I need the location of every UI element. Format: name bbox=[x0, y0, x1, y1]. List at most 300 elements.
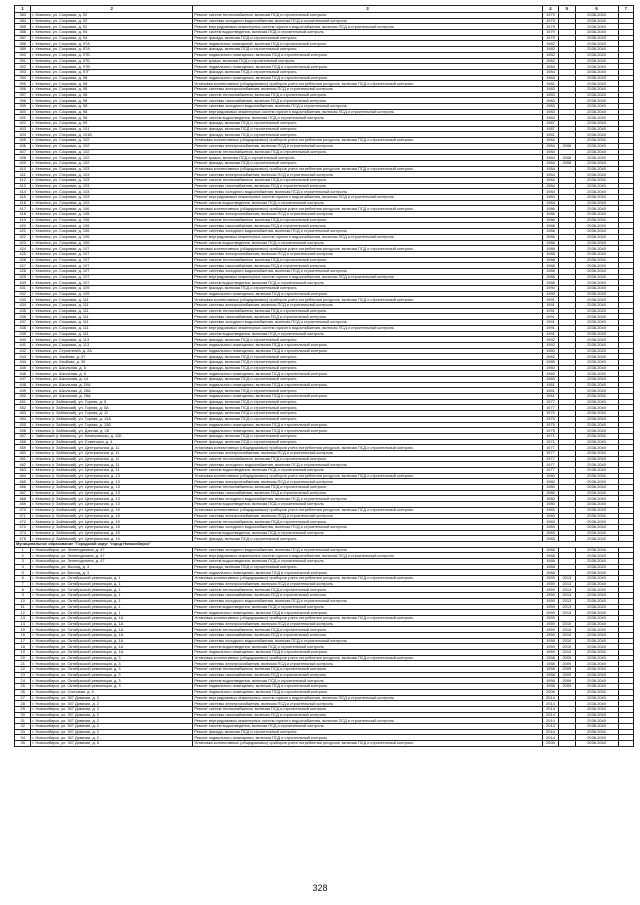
row-number: 1 bbox=[15, 547, 31, 553]
work-type-cell: Ремонт фасада, включая ПСД и строительный контроль bbox=[193, 126, 542, 132]
planned-period-cell: 2038-2040 bbox=[575, 30, 618, 36]
row-number: 388 bbox=[15, 41, 31, 47]
work-type-cell: Ремонт систем теплоснабжения, включая ПСД и строительный контроль bbox=[193, 456, 542, 462]
address-cell: г. Новосибирск, ул. Октябрьской революции, д. 1 bbox=[31, 581, 193, 587]
column-header-4: 4 bbox=[542, 6, 558, 13]
row-number: 424 bbox=[15, 246, 31, 252]
address-cell: г. Кеминск, ул. Сокровая, д. 103 bbox=[31, 195, 193, 201]
planned-period-cell: 2038-2040 bbox=[575, 212, 618, 218]
work-type-cell: Ремонт фасада, включая ПСД и строительный контроль bbox=[193, 359, 542, 365]
work-type-cell: Ремонт системы электроснабжения, включая ПСД и строительный контроль bbox=[193, 86, 542, 92]
build-year-cell: 1981 bbox=[542, 81, 558, 87]
build-year-cell: 1968 bbox=[542, 553, 558, 559]
planned-period-cell: 2038-2040 bbox=[575, 121, 618, 127]
build-year-cell: 1980 bbox=[542, 479, 558, 485]
planned-period-cell: 2038-2040 bbox=[575, 217, 618, 223]
work-type-cell: Ремонт системы холодного водоснабжения, включая ПСД и строительный контроль bbox=[193, 598, 542, 604]
row-number: 471 bbox=[15, 513, 31, 519]
work-type-cell: Ремонт системы холодного водоснабжения, включая ПСД и строительный контроль bbox=[193, 496, 542, 502]
address-cell: г. Кеминск, ул. Сокровая, д. 98 bbox=[31, 86, 193, 92]
work-type-cell: Ремонт системы газоснабжения, включая ПСД и строительный контроль bbox=[193, 314, 542, 320]
reconstruction-year-cell: 2013 bbox=[559, 593, 575, 599]
work-type-cell: Ремонт внутридомовых инженерных систем горячего водоснабжения, включая ПСД и строительный контроль bbox=[193, 24, 542, 30]
section-title: Муниципальное образование "Городской округ "город Новосибирск" bbox=[15, 541, 634, 547]
address-cell: г. Кеминск, ул. Сокровая, д. 103 bbox=[31, 200, 193, 206]
planned-period-cell: 2038-2040 bbox=[575, 388, 618, 394]
address-cell: г. Новосибирск, ул. Зеленодолина, д. 47 bbox=[31, 559, 193, 565]
build-year-cell: 1983 bbox=[542, 507, 558, 513]
page-number: 328 bbox=[312, 883, 328, 893]
build-year-cell: 1979 bbox=[542, 35, 558, 41]
address-cell: г. Новосибирск, ул. Октябрьской революции, д. 1А bbox=[31, 621, 193, 627]
planned-period-cell: 2038-2040 bbox=[575, 576, 618, 582]
work-type-cell: Установка коллективных (общедомовых) приборов учета потребления ресурсов, включая ПСД и строительный контроль bbox=[193, 507, 542, 513]
planned-period-cell: 2038-2040 bbox=[575, 64, 618, 70]
planned-period-cell: 2038-2040 bbox=[575, 342, 618, 348]
reconstruction-year-cell: 2009 bbox=[559, 672, 575, 678]
planned-period-cell: 2038-2040 bbox=[575, 75, 618, 81]
planned-period-cell: 2038-2040 bbox=[575, 337, 618, 343]
planned-period-cell: 2038-2040 bbox=[575, 428, 618, 434]
planned-period-cell: 2038-2040 bbox=[575, 200, 618, 206]
planned-period-cell: 2038-2040 bbox=[575, 92, 618, 98]
work-type-cell: Ремонт системы холодного водоснабжения, включая ПСД и строительный контроль bbox=[193, 320, 542, 326]
build-year-cell: 1980 bbox=[542, 348, 558, 354]
planned-period-cell: 2038-2040 bbox=[575, 729, 618, 735]
planned-period-cell: 2038-2040 bbox=[575, 166, 618, 172]
build-year-cell: 1984 bbox=[542, 183, 558, 189]
work-type-cell: Ремонт системы газоснабжения, включая ПСД и строительный контроль bbox=[193, 672, 542, 678]
planned-period-cell: 2038-2040 bbox=[575, 377, 618, 383]
work-type-cell: Ремонт подвального помещения, включая ПСД и строительный контроль bbox=[193, 342, 542, 348]
planned-period-cell: 2038-2040 bbox=[575, 206, 618, 212]
address-cell: г. Кеминск, ул. Сокровая, д. 111 bbox=[31, 308, 193, 314]
planned-period-cell: 2038-2040 bbox=[575, 627, 618, 633]
reconstruction-year-cell: 2010 bbox=[559, 638, 575, 644]
planned-period-cell: 2038-2040 bbox=[575, 723, 618, 729]
work-type-cell: Ремонт фасада, включая ПСД и строительный контроль bbox=[193, 388, 542, 394]
work-type-cell: Ремонт фасада, включая ПСД и строительный контроль bbox=[193, 337, 542, 343]
planned-period-cell: 2038-2040 bbox=[575, 439, 618, 445]
address-cell: г. Новосибирск, ул. 307 Дивизии, д. 2 bbox=[31, 695, 193, 701]
address-cell: г. Кеминск (г. Зайниский), ул. Горная, д. 13Б bbox=[31, 422, 193, 428]
work-type-cell: Ремонт фасада, включая ПСД и строительный контроль bbox=[193, 399, 542, 405]
planned-period-cell: 2038-2040 bbox=[575, 35, 618, 41]
planned-period-cell: 2038-2040 bbox=[575, 564, 618, 570]
planned-period-cell: 2038-2040 bbox=[575, 684, 618, 690]
address-cell: г. Новосибирск, ул. Октябрьской революции, д. 3 bbox=[31, 678, 193, 684]
work-type-cell: Ремонт систем водоотведения, включая ПСД и строительный контроль bbox=[193, 468, 542, 474]
build-year-cell: 1960 bbox=[542, 365, 558, 371]
row-number: 449 bbox=[15, 388, 31, 394]
build-year-cell: 1971 bbox=[542, 439, 558, 445]
build-year-cell: 1984 bbox=[542, 64, 558, 70]
address-cell: г. Кеминск, ул. Сокровая, д. 103 bbox=[31, 166, 193, 172]
address-cell: г. Кеминск, ул. Сокровая, д. 111 bbox=[31, 320, 193, 326]
row-number: 409 bbox=[15, 160, 31, 166]
planned-period-cell: 2038-2040 bbox=[575, 621, 618, 627]
planned-period-cell: 2038-2040 bbox=[575, 479, 618, 485]
row-number: 5 bbox=[15, 570, 31, 576]
planned-period-cell: 2038-2040 bbox=[575, 52, 618, 58]
row-number: 397 bbox=[15, 92, 31, 98]
row-number: 35 bbox=[15, 741, 31, 747]
work-type-cell: Ремонт подвального помещения, включая ПСД и строительный контроль bbox=[193, 689, 542, 695]
address-cell: г. Кеминск (г. Зайниский), ул. Центральная, д. 11 bbox=[31, 445, 193, 451]
address-cell: г. Новосибирск, ул. 307 Дивизии, д. 2 bbox=[31, 718, 193, 724]
address-cell: г. Кеминск (г. Зайниский), ул. Горная, д. 13А bbox=[31, 416, 193, 422]
build-year-cell: 2014 bbox=[542, 701, 558, 707]
planned-period-cell: 2038-2040 bbox=[575, 399, 618, 405]
build-year-cell: 1991 bbox=[542, 331, 558, 337]
work-type-cell: Ремонт системы газоснабжения, включая ПСД и строительный контроль bbox=[193, 712, 542, 718]
row-number: 384 bbox=[15, 18, 31, 24]
address-cell: г. Новосибирск, ул. Октябрьской революции, д. 1А bbox=[31, 644, 193, 650]
planned-period-cell: 2038-2040 bbox=[575, 473, 618, 479]
work-type-cell: Ремонт систем водоотведения, включая ПСД и строительный контроль bbox=[193, 530, 542, 536]
address-cell: г. Новосибирск, ул. Восход, д. 3 bbox=[31, 570, 193, 576]
row-number: 30 bbox=[15, 712, 31, 718]
address-cell: г. Кеминск, ул. Сокровая, д. 107 bbox=[31, 274, 193, 280]
work-type-cell: Ремонт системы газоснабжения, включая ПСД и строительный контроль bbox=[193, 183, 542, 189]
build-year-cell: 1984 bbox=[542, 69, 558, 75]
work-type-cell: Ремонт подвального помещения, включая ПСД и строительный контроль bbox=[193, 291, 542, 297]
address-cell: г. Новосибирск, ул. Октябрьской революции, д. 1 bbox=[31, 610, 193, 616]
build-year-cell: 1980 bbox=[542, 496, 558, 502]
work-type-cell: Ремонт системы холодного водоснабжения, включая ПСД и строительный контроль bbox=[193, 229, 542, 235]
address-cell: г. Кеминск, ул. Сокровая, д. 111 bbox=[31, 314, 193, 320]
address-cell: г. Кеминск (г. Зайниский), ул. Центральная, д. 13 bbox=[31, 473, 193, 479]
work-type-cell: Ремонт подвального помещения, включая ПСД и строительный контроль bbox=[193, 428, 542, 434]
work-type-cell: Установка коллективных (общедомовых) приборов учета потребления ресурсов, включая ПСД и строительный контроль bbox=[193, 166, 542, 172]
address-cell: г. Кеминск, ул. Сокровая, д. 94 bbox=[31, 35, 193, 41]
row-number: 387 bbox=[15, 35, 31, 41]
row-number: 474 bbox=[15, 530, 31, 536]
work-type-cell: Ремонт фасада, включая ПСД и строительный контроль bbox=[193, 121, 542, 127]
capital-repair-table bbox=[14, 5, 634, 747]
planned-period-cell: 2038-2040 bbox=[575, 712, 618, 718]
planned-period-cell: 2038-2040 bbox=[575, 615, 618, 621]
build-year-cell: 1992 bbox=[542, 342, 558, 348]
work-type-cell: Ремонт фасада, включая ПСД и строительный контроль bbox=[193, 564, 542, 570]
row-number: 456 bbox=[15, 428, 31, 434]
work-type-cell: Ремонт систем водоотведения, включая ПСД и строительный контроль bbox=[193, 331, 542, 337]
planned-period-cell: 2038-2040 bbox=[575, 143, 618, 149]
work-type-cell: Ремонт подвального помещения, включая ПСД и строительный контроль bbox=[193, 52, 542, 58]
work-type-cell: Ремонт внутридомовых инженерных систем горячего водоснабжения, включая ПСД и строительный контроль bbox=[193, 553, 542, 559]
build-year-cell: 1959 bbox=[542, 615, 558, 621]
work-type-cell: Ремонт подвальных помещений, включая ПСД и строительный контроль bbox=[193, 41, 542, 47]
build-year-cell: 1977 bbox=[542, 399, 558, 405]
build-year-cell: 1984 bbox=[542, 75, 558, 81]
work-type-cell: Ремонт системы электроснабжения, включая ПСД и строительный контроль bbox=[193, 701, 542, 707]
work-type-cell: Ремонт фасада, включая ПСД и строительный контроль bbox=[193, 47, 542, 53]
planned-period-cell: 2038-2040 bbox=[575, 524, 618, 530]
work-type-cell: Ремонт системы электроснабжения, включая ПСД и строительный контроль bbox=[193, 450, 542, 456]
address-cell: г. Новосибирск, ул. Октябрьской революции, д. 1 bbox=[31, 593, 193, 599]
work-type-cell: Ремонт системы газоснабжения, включая ПСД и строительный контроль bbox=[193, 632, 542, 638]
build-year-cell: 1958 bbox=[542, 667, 558, 673]
planned-period-cell: 2038-2040 bbox=[575, 689, 618, 695]
planned-period-cell: 2038-2040 bbox=[575, 183, 618, 189]
planned-period-cell: 2038-2040 bbox=[575, 718, 618, 724]
build-year-cell: 1980 bbox=[542, 473, 558, 479]
reconstruction-year-cell: 2009 bbox=[559, 655, 575, 661]
row-number: 425 bbox=[15, 251, 31, 257]
work-type-cell: Ремонт систем водоотведения, включая ПСД и строительный контроль bbox=[193, 678, 542, 684]
address-cell: г. Новосибирск, ул. Октябрьской революции, д. 3 bbox=[31, 672, 193, 678]
reconstruction-year-cell: 2013 bbox=[559, 581, 575, 587]
row-number: 440 bbox=[15, 337, 31, 343]
planned-period-cell: 2038-2040 bbox=[575, 13, 618, 19]
build-year-cell: 1959 bbox=[542, 576, 558, 582]
planned-period-cell: 2038-2040 bbox=[575, 86, 618, 92]
planned-period-cell: 2038-2040 bbox=[575, 297, 618, 303]
build-year-cell: 1961 bbox=[542, 394, 558, 400]
address-cell: г. Новосибирск, ул. Октябрьской революции, д. 3 bbox=[31, 661, 193, 667]
row-number: 400 bbox=[15, 109, 31, 115]
planned-period-cell: 2038-2040 bbox=[575, 109, 618, 115]
work-type-cell: Ремонт систем теплоснабжения, включая ПСД и строительный контроль bbox=[193, 149, 542, 155]
planned-period-cell: 2038-2040 bbox=[575, 246, 618, 252]
planned-period-cell: 2038-2040 bbox=[575, 274, 618, 280]
address-cell: г. Кеминск, ул. Сокровая, д. 107 bbox=[31, 263, 193, 269]
work-type-cell: Установка коллективных (общедомовых) приборов учета потребления ресурсов, включая ПСД и строительный контроль bbox=[193, 297, 542, 303]
planned-period-cell: 2038-2040 bbox=[575, 536, 618, 542]
work-type-cell: Ремонт систем водоотведения, включая ПСД и строительный контроль bbox=[193, 723, 542, 729]
build-year-cell: 1988 bbox=[542, 268, 558, 274]
build-year-cell: 1984 bbox=[542, 166, 558, 172]
build-year-cell: 2005 bbox=[542, 741, 558, 747]
work-type-cell: Ремонт системы газоснабжения, включая ПСД и строительный контроль bbox=[193, 223, 542, 229]
build-year-cell: 1960 bbox=[542, 377, 558, 383]
row-number: 466 bbox=[15, 485, 31, 491]
build-year-cell: 1959 bbox=[542, 650, 558, 656]
planned-period-cell: 2038-2040 bbox=[575, 559, 618, 565]
planned-period-cell: 2038-2040 bbox=[575, 655, 618, 661]
column-header-6: 6 bbox=[575, 6, 618, 13]
planned-period-cell: 2038-2040 bbox=[575, 394, 618, 400]
build-year-cell: 1988 bbox=[542, 280, 558, 286]
planned-period-cell: 2038-2040 bbox=[575, 411, 618, 417]
planned-period-cell: 2038-2040 bbox=[575, 468, 618, 474]
work-type-cell: Ремонт крыши, включая ПСД и строительный контроль bbox=[193, 155, 542, 161]
reconstruction-year-cell: 2009 bbox=[559, 684, 575, 690]
address-cell: г. Кеминск, ул. Сокровая, д. 106 bbox=[31, 234, 193, 240]
row-number: 443 bbox=[15, 354, 31, 360]
build-year-cell: 1984 bbox=[542, 160, 558, 166]
work-type-cell: Ремонт подвального помещения, включая ПСД и строительный контроль bbox=[193, 382, 542, 388]
row-number: 463 bbox=[15, 468, 31, 474]
build-year-cell: 1979 bbox=[542, 30, 558, 36]
address-cell: г. Зайниский (г. Кеминск), ул. Кемеровская, д. 11Б bbox=[31, 433, 193, 439]
address-cell: г. Кеминск, ул. Сокровая, д. 111 bbox=[31, 303, 193, 309]
build-year-cell: 1983 bbox=[542, 109, 558, 115]
build-year-cell: 1991 bbox=[542, 325, 558, 331]
build-year-cell: 2014 bbox=[542, 718, 558, 724]
planned-period-cell: 2038-2040 bbox=[575, 280, 618, 286]
row-number: 438 bbox=[15, 325, 31, 331]
planned-period-cell: 2038-2040 bbox=[575, 507, 618, 513]
row-number: 15 bbox=[15, 627, 31, 633]
build-year-cell: 1986 bbox=[542, 206, 558, 212]
address-cell: г. Кеминск (г. Зайниский), ул. Центральная, д. 15 bbox=[31, 507, 193, 513]
build-year-cell: 1975 bbox=[542, 422, 558, 428]
row-number: 21 bbox=[15, 661, 31, 667]
build-year-cell: 1959 bbox=[542, 644, 558, 650]
address-cell: г. Кеминск, ул. Сокровая, д. 103 bbox=[31, 177, 193, 183]
work-type-cell: Ремонт системы холодного водоснабжения, включая ПСД и строительный контроль bbox=[193, 638, 542, 644]
address-cell: г. Новосибирск, ул. 307 Дивизии, д. 2 bbox=[31, 729, 193, 735]
row-number: 420 bbox=[15, 223, 31, 229]
row-number: 436 bbox=[15, 314, 31, 320]
build-year-cell: 1990 bbox=[542, 291, 558, 297]
address-cell: г. Кеминск (г. Зайниский), ул. Центральная, д. 11 bbox=[31, 462, 193, 468]
work-type-cell: Ремонт системы холодного водоснабжения, включая ПСД и строительный контроль bbox=[193, 268, 542, 274]
build-year-cell: 1982 bbox=[542, 52, 558, 58]
work-type-cell: Ремонт фасада, включая ПСД и строительный контроль bbox=[193, 365, 542, 371]
address-cell: г. Кеминск, ул. Сокровая, д. 113 bbox=[31, 337, 193, 343]
work-type-cell: Ремонт систем водоотведения, включая ПСД и строительный контроль bbox=[193, 502, 542, 508]
row-number: 417 bbox=[15, 206, 31, 212]
address-cell: г. Кеминск, ул. Сокровая, д. 97В bbox=[31, 64, 193, 70]
row-number: 431 bbox=[15, 286, 31, 292]
row-number: 447 bbox=[15, 377, 31, 383]
address-cell: г. Кеминск, ул. Сокровая, д. 106 bbox=[31, 206, 193, 212]
row-number: 413 bbox=[15, 183, 31, 189]
row-number: 459 bbox=[15, 445, 31, 451]
column-header-2: 2 bbox=[31, 6, 193, 13]
work-type-cell: Ремонт систем теплоснабжения, включая ПСД и строительный контроль bbox=[193, 257, 542, 263]
address-cell: г. Новосибирск, ул. Зеленодолина, д. 47 bbox=[31, 553, 193, 559]
planned-period-cell: 2038-2040 bbox=[575, 513, 618, 519]
work-type-cell: Ремонт систем водоотведения, включая ПСД и строительный контроль bbox=[193, 30, 542, 36]
build-year-cell: 1988 bbox=[542, 274, 558, 280]
build-year-cell: 1986 bbox=[542, 229, 558, 235]
reconstruction-year-cell: 2010 bbox=[559, 627, 575, 633]
build-year-cell: 2014 bbox=[542, 729, 558, 735]
build-year-cell: 1982 bbox=[542, 58, 558, 64]
address-cell: г. Новосибирск, ул. Октябрьской революции, д. 3 bbox=[31, 667, 193, 673]
planned-period-cell: 2038-2040 bbox=[575, 172, 618, 178]
planned-period-cell: 2038-2040 bbox=[575, 234, 618, 240]
planned-period-cell: 2038-2040 bbox=[575, 331, 618, 337]
planned-period-cell: 2038-2040 bbox=[575, 570, 618, 576]
work-type-cell: Ремонт фасада, включая ПСД и строительный контроль bbox=[193, 69, 542, 75]
row-number: 415 bbox=[15, 195, 31, 201]
planned-period-cell: 2038-2040 bbox=[575, 490, 618, 496]
work-type-cell: Ремонт системы электроснабжения, включая ПСД и строительный контроль bbox=[193, 212, 542, 218]
work-type-cell: Установка коллективных (общедомовых) приборов учета потребления ресурсов, включая ПСД и строительный контроль bbox=[193, 576, 542, 582]
work-type-cell: Ремонт систем водоотведения, включая ПСД и строительный контроль bbox=[193, 240, 542, 246]
row-number: 465 bbox=[15, 479, 31, 485]
row-number: 396 bbox=[15, 86, 31, 92]
build-year-cell: 1983 bbox=[542, 115, 558, 121]
row-number: 33 bbox=[15, 729, 31, 735]
row-number: 433 bbox=[15, 297, 31, 303]
address-cell: г. Кеминск, ул. Сокровая, д. 103 bbox=[31, 172, 193, 178]
address-cell: г. Кеминск, ул. Сокровая, д. 107 bbox=[31, 280, 193, 286]
work-type-cell: Ремонт фасада, включая ПСД и строительный контроль bbox=[193, 416, 542, 422]
work-type-cell: Установка коллективных (общедомовых) приборов учета потребления ресурсов, включая ПСД и строительный контроль bbox=[193, 615, 542, 621]
address-cell: г. Кеминск, ул. Сокровая, д. 111 bbox=[31, 331, 193, 337]
planned-period-cell: 2038-2040 bbox=[575, 610, 618, 616]
planned-period-cell: 2038-2040 bbox=[575, 251, 618, 257]
address-cell: г. Новосибирск, ул. Октябрьской революции, д. 3 bbox=[31, 684, 193, 690]
build-year-cell: 1958 bbox=[542, 684, 558, 690]
row-number: 461 bbox=[15, 456, 31, 462]
work-type-cell: Ремонт систем теплоснабжения, включая ПСД и строительный контроль bbox=[193, 667, 542, 673]
build-year-cell: 1983 bbox=[542, 524, 558, 530]
row-number: 455 bbox=[15, 422, 31, 428]
row-number: 14 bbox=[15, 621, 31, 627]
address-cell: г. Кеминск, ул. Сокровая, д. 107 bbox=[31, 251, 193, 257]
address-cell: г. Кеминск (г. Зайниский), ул. Центральная, д. 13 bbox=[31, 479, 193, 485]
address-cell: г. Новосибирск, ул. Сосновая, д. 9 bbox=[31, 689, 193, 695]
work-type-cell: Установка коллективных (общедомовых) приборов учета потребления ресурсов, включая ПСД и строительный контроль bbox=[193, 206, 542, 212]
planned-period-cell: 2038-2040 bbox=[575, 81, 618, 87]
row-number: 12 bbox=[15, 610, 31, 616]
build-year-cell: 1986 bbox=[542, 234, 558, 240]
row-number: 453 bbox=[15, 411, 31, 417]
address-cell: г. Кеминск, ул. Сокровая, д. 102 bbox=[31, 138, 193, 144]
build-year-cell: 1986 bbox=[542, 240, 558, 246]
row-number: 398 bbox=[15, 98, 31, 104]
address-cell: г. Кеминск, ул. Сокровая, д. 97А bbox=[31, 47, 193, 53]
planned-period-cell: 2038-2040 bbox=[575, 303, 618, 309]
row-number: 452 bbox=[15, 405, 31, 411]
work-type-cell: Установка коллективных (общедомовых) приборов учета потребления ресурсов, включая ПСД и строительный контроль bbox=[193, 445, 542, 451]
reconstruction-year-cell: 2010 bbox=[559, 621, 575, 627]
build-year-cell: 1958 bbox=[542, 655, 558, 661]
planned-period-cell: 2038-2040 bbox=[575, 382, 618, 388]
work-type-cell: Ремонт внутридомовых инженерных систем горячего водоснабжения, включая ПСД и строительный контроль bbox=[193, 274, 542, 280]
row-number: 390 bbox=[15, 52, 31, 58]
address-cell: г. Кеминск, ул. Сокровая, д. 98 bbox=[31, 98, 193, 104]
work-type-cell: Ремонт систем теплоснабжения, включая ПСД и строительный контроль bbox=[193, 217, 542, 223]
planned-period-cell: 2038-2040 bbox=[575, 160, 618, 166]
work-type-cell: Ремонт системы холодного водоснабжения, включая ПСД и строительный контроль bbox=[193, 104, 542, 110]
work-type-cell: Ремонт системы холодного водоснабжения, включая ПСД и строительный контроль bbox=[193, 462, 542, 468]
planned-period-cell: 2038-2040 bbox=[575, 456, 618, 462]
work-type-cell: Ремонт фасада, включая ПСД и строительный контроль bbox=[193, 433, 542, 439]
address-cell: г. Кеминск (г. Зайниский), ул. Центральная, д. 15 bbox=[31, 536, 193, 542]
column-header-7: 7 bbox=[618, 6, 633, 13]
build-year-cell: 1983 bbox=[542, 92, 558, 98]
work-type-cell: Ремонт систем теплоснабжения, включая ПСД и строительный контроль bbox=[193, 485, 542, 491]
build-year-cell: 1988 bbox=[542, 251, 558, 257]
row-number: 27 bbox=[15, 695, 31, 701]
address-cell: г. Кеминск, ул. Сокровая, д. 103 bbox=[31, 189, 193, 195]
address-cell: г. Кеминск (г. Зайниский), ул. Центральная, д. 13 bbox=[31, 485, 193, 491]
row-number: 393 bbox=[15, 69, 31, 75]
work-type-cell: Ремонт внутридомовых инженерных систем горячего водоснабжения, включая ПСД и строительный контроль bbox=[193, 195, 542, 201]
build-year-cell: 2014 bbox=[542, 723, 558, 729]
work-type-cell: Ремонт подвального помещения, включая ПСД и строительный контроль bbox=[193, 610, 542, 616]
build-year-cell: 1960 bbox=[542, 371, 558, 377]
address-cell: г. Кеминск, ул. Сокровая, д. 97Б bbox=[31, 58, 193, 64]
address-cell: г. Кеминск, ул. Школьная, д. 6 bbox=[31, 365, 193, 371]
planned-period-cell: 2038-2040 bbox=[575, 320, 618, 326]
planned-period-cell: 2038-2040 bbox=[575, 519, 618, 525]
work-type-cell: Установка коллективных (общедомовых) приборов учета потребления ресурсов, включая ПСД и строительный контроль bbox=[193, 81, 542, 87]
planned-period-cell: 2038-2040 bbox=[575, 47, 618, 53]
planned-period-cell: 2038-2040 bbox=[575, 450, 618, 456]
address-cell: г. Новосибирск, ул. 307 Дивизии, д. 2 bbox=[31, 723, 193, 729]
planned-period-cell: 2038-2040 bbox=[575, 678, 618, 684]
row-number: 6 bbox=[15, 576, 31, 582]
planned-period-cell: 2038-2040 bbox=[575, 115, 618, 121]
